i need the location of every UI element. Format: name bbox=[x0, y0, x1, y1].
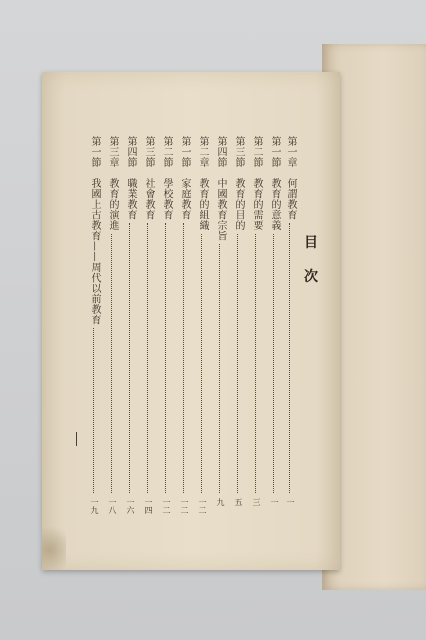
toc-dot-leader bbox=[273, 234, 274, 494]
toc-dot-leader bbox=[201, 234, 202, 494]
toc-page-number: 九 bbox=[216, 498, 225, 506]
toc-page-number: 一二 bbox=[198, 498, 207, 514]
toc-dot-leader bbox=[129, 223, 130, 493]
toc-title-char-1: 目 bbox=[304, 235, 318, 251]
toc-dot-leader bbox=[219, 244, 220, 493]
toc-page-number: 一八 bbox=[108, 498, 117, 514]
toc-dot-leader bbox=[289, 223, 290, 493]
toc-entry-label: 第二節 教育的需要 bbox=[251, 136, 262, 231]
toc-page-number: 一 bbox=[270, 498, 279, 506]
toc-entry-label: 第四節 中國教育宗旨 bbox=[215, 136, 226, 241]
toc-dot-leader bbox=[255, 234, 256, 494]
toc-entry-label: 第一節 家庭教育 bbox=[179, 136, 190, 220]
toc-page-number: 一二 bbox=[162, 498, 171, 514]
toc-dot-leader bbox=[111, 234, 112, 494]
page-wear-stain bbox=[42, 520, 66, 570]
toc-dot-leader bbox=[183, 223, 184, 493]
toc-page-number: 三 bbox=[252, 498, 261, 506]
toc-dot-leader bbox=[165, 223, 166, 493]
toc-entry-label: 第一節 我國上古教育——周代以前教育 bbox=[89, 136, 100, 325]
toc-entry-label: 第一節 教育的意義 bbox=[269, 136, 280, 231]
toc-page-number: 一二 bbox=[180, 498, 189, 514]
toc-page-number: 五 bbox=[234, 498, 243, 506]
toc-title-char-2: 次 bbox=[304, 269, 318, 285]
toc-dot-leader bbox=[237, 234, 238, 494]
toc-dot-leader bbox=[147, 223, 148, 493]
toc-entry-label: 第二章 教育的組織 bbox=[197, 136, 208, 231]
toc-entry-label: 第三節 教育的目的 bbox=[233, 136, 244, 231]
toc-dot-leader bbox=[93, 328, 94, 493]
toc-entry-label: 第一章 何謂教育 bbox=[285, 136, 296, 220]
toc-entry-label: 第三節 社會教育 bbox=[143, 136, 154, 220]
toc-entry-label: 第二節 學校教育 bbox=[161, 136, 172, 220]
toc-page-number: 一 bbox=[286, 498, 295, 506]
toc-entry-label: 第三章 教育的演進 bbox=[107, 136, 118, 231]
toc-page-number: 一六 bbox=[126, 498, 135, 514]
toc-entry-label: 第四節 職業教育 bbox=[125, 136, 136, 220]
folio-mark bbox=[76, 432, 77, 446]
toc-page-number: 一四 bbox=[144, 498, 153, 514]
toc-page-number: 一九 bbox=[90, 498, 99, 514]
